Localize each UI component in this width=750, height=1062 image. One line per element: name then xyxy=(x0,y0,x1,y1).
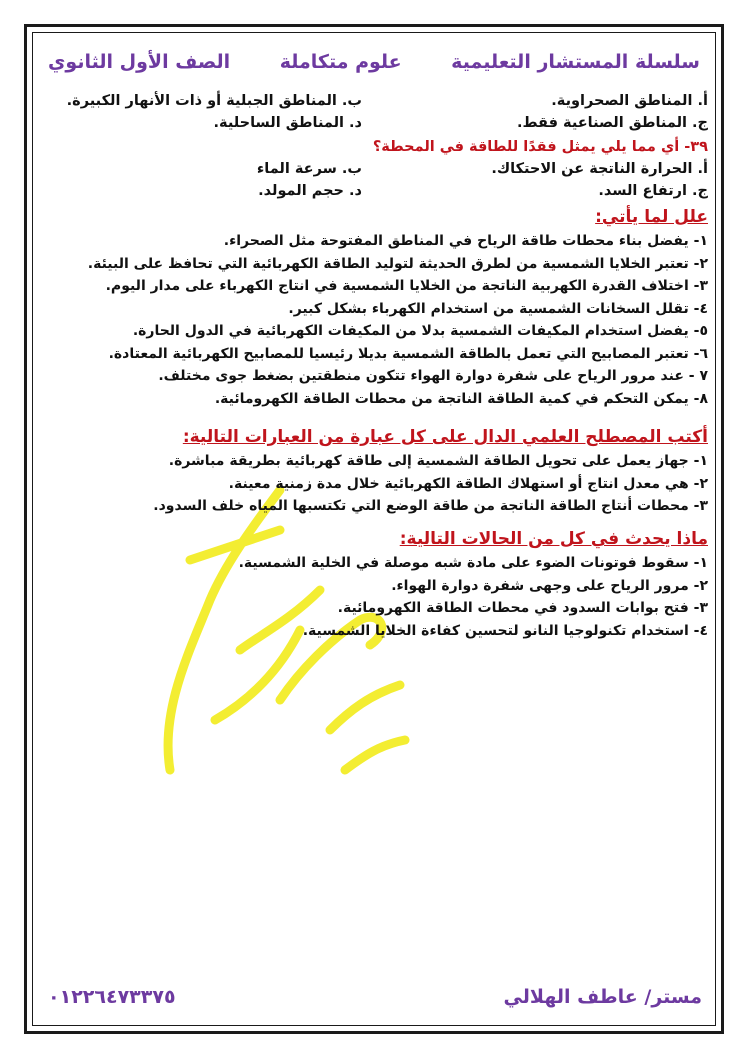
explain-item: ٢- تعتبر الخلايا الشمسية من لطرق الحديثة لتوليد الطاقة الكهربائية التي تحافظ على البيئة. xyxy=(87,255,708,272)
explain-item: ٤- تقلل السخانات الشمسية من استخدام الكهرباء بشكل كبير. xyxy=(288,300,708,317)
q38-option-d: د. المناطق الساحلية. xyxy=(213,115,362,131)
terms-item: ٣- محطات أنتاج الطاقة الناتجة من طاقة الوضع التي تكتسبها المياه خلف السدود. xyxy=(153,498,708,514)
happen-item: ٢- مرور الرياح على وجهى شفرة دوارة الهواء. xyxy=(391,577,708,594)
q39-option-a: أ. الحرارة الناتجة عن الاحتكاك. xyxy=(491,161,708,177)
explain-item: ٦- تعتبر المصابيح التي تعمل بالطاقة الشمسية بديلا رئيسيا للمصابيح الكهربائية المعتادة. xyxy=(108,345,708,362)
explain-item: ١- يفضل بناء محطات طاقة الرياح في المناطق المفتوحة مثل الصحراء. xyxy=(223,233,708,249)
happen-item: ٤- استخدام تكنولوجيا النانو لتحسين كفاءة الخلايا الشمسية. xyxy=(302,622,708,639)
q38-option-b: ب. المناطق الجبلية أو ذات الأنهار الكبيرة. xyxy=(66,93,362,109)
q38-options xyxy=(40,90,708,134)
q38-row-1 xyxy=(40,90,708,112)
terms-item: ١- جهاز يعمل على تحويل الطاقة الشمسية إلى طاقة كهربائية بطريقة مباشرة. xyxy=(168,453,708,469)
q39-option-b: ب. سرعة الماء xyxy=(256,161,362,177)
footer-author: مستر/ عاطف الهلالي xyxy=(503,986,702,1008)
q39-option-d: د. حجم المولد. xyxy=(258,183,362,199)
grade-title: الصف الأول الثانوي xyxy=(48,51,231,73)
q39-row-1 xyxy=(40,158,708,180)
terms-item: ٢- هي معدل انتاج أو استهلاك الطاقة الكهربائية خلال مدة زمنية معينة. xyxy=(228,475,708,492)
q38-option-c: ج. المناطق الصناعية فقط. xyxy=(517,115,708,131)
footer-phone: ٠١٢٢٦٤٧٣٣٧٥ xyxy=(48,986,176,1008)
q39-row-2 xyxy=(40,180,708,202)
explain-item: ٨- يمكن التحكم في كمية الطاقة الناتجة من محطات الطاقة الكهرومائية. xyxy=(214,390,708,407)
q39-question: ٣٩- أي مما يلي يمثل فقدًا للطاقة في المحطة؟ xyxy=(372,139,708,155)
explain-item: ٣- اختلاف القدرة الكهربية الناتجة من الخلايا الشمسية في انتاج الكهرباء على مدار اليوم. xyxy=(105,278,708,294)
page-header xyxy=(40,46,708,78)
q38-row-2 xyxy=(40,112,708,134)
q39-option-c: ج. ارتفاع السد. xyxy=(598,183,708,199)
happen-item: ٣- فتح بوابات السدود في محطات الطاقة الكهرومائية. xyxy=(337,600,708,616)
section-explain xyxy=(40,204,708,410)
section-happen xyxy=(40,526,708,642)
section-explain-title: علل لما يأتي: xyxy=(595,207,708,227)
worksheet-page xyxy=(40,40,708,1020)
q39 xyxy=(40,136,708,202)
q38-option-a: أ. المناطق الصحراوية. xyxy=(551,93,708,109)
explain-item: ٥- يفضل استخدام المكيفات الشمسية بدلا من المكيفات الكهربائية في الدول الحارة. xyxy=(132,323,708,339)
section-terms-title: أكتب المصطلح العلمي الدال على كل عبارة من العبارات التالية: xyxy=(182,427,708,447)
section-terms xyxy=(40,424,708,518)
explain-item: ٧ - عند مرور الرياح على شفرة دوارة الهواء تتكون منطقتين بضغط جوى مختلف. xyxy=(158,368,708,384)
subject-title: علوم متكاملة xyxy=(279,51,402,73)
section-happen-title: ماذا يحدث في كل من الحالات التالية: xyxy=(399,529,708,549)
happen-item: ١- سقوط فوتونات الضوء على مادة شبه موصلة في الخلية الشمسية. xyxy=(238,555,708,571)
series-title: سلسلة المستشار التعليمية xyxy=(451,51,700,73)
